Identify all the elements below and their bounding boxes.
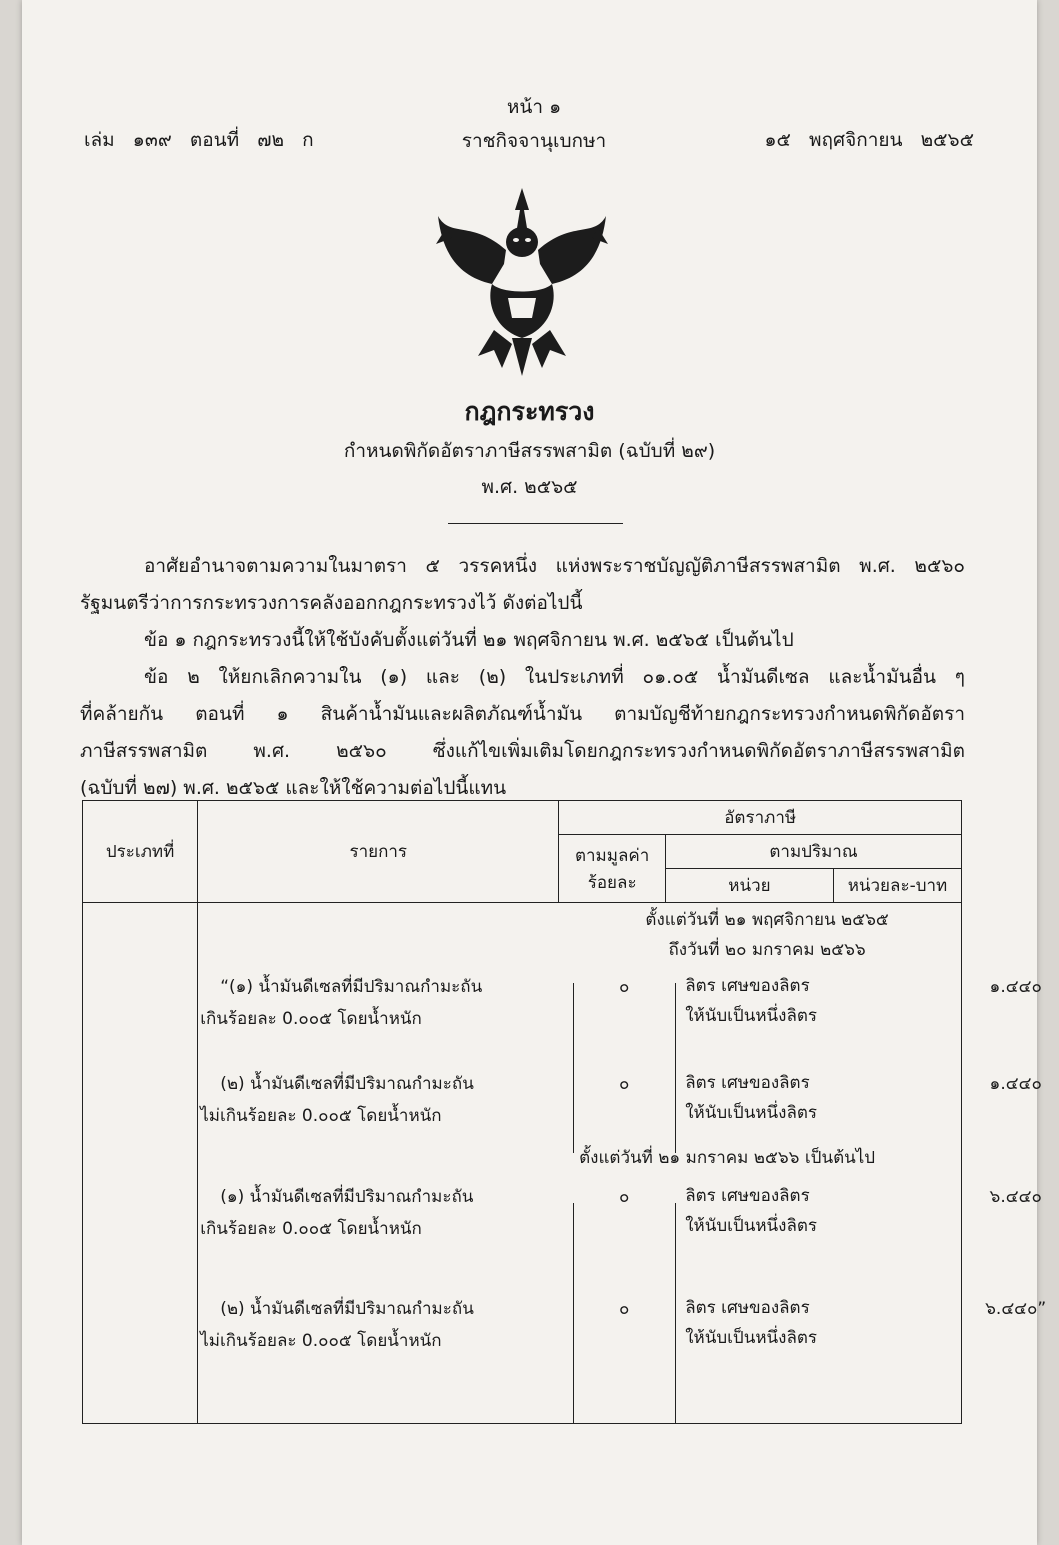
- document-title: กฎกระทรวง: [464, 397, 595, 426]
- row-1-value: ๐: [618, 977, 630, 997]
- table-row: [83, 903, 962, 1424]
- row-2-item-b: ไม่เกินร้อยละ 0.๐๐๕ โดยน้ำหนัก: [200, 1106, 442, 1126]
- body-text: [80, 548, 965, 807]
- header-category: ประเภทที่: [83, 801, 198, 903]
- paragraph-preamble-cont: รัฐมนตรีว่าการกระทรวงการคลังออกกฎกระทรวงไว้ ดังต่อไปนี้: [80, 592, 583, 614]
- row-4-unit-a: ลิตร เศษของลิตร: [685, 1298, 810, 1318]
- row-4-item-b: ไม่เกินร้อยละ 0.๐๐๕ โดยน้ำหนัก: [200, 1331, 442, 1351]
- row-2-unit-a: ลิตร เศษของลิตร: [685, 1073, 810, 1093]
- header-items: รายการ: [198, 801, 559, 903]
- row-1-rate: ๑.๔๔๐: [989, 977, 1042, 997]
- row-2-rate: ๑.๔๔๐: [989, 1074, 1042, 1094]
- period-2-start: ตั้งแต่วันที่ ๒๑ มกราคม ๒๕๖๖ เป็นต้นไป: [579, 1148, 876, 1168]
- row-3-rate: ๖.๔๔๐: [989, 1187, 1042, 1207]
- row-4-item-a: (๒) น้ำมันดีเซลที่มีปริมาณกำมะถัน: [220, 1299, 474, 1319]
- garuda-emblem-icon: [432, 180, 612, 380]
- publication-name: ราชกิจจานุเบกษา: [461, 130, 607, 152]
- row-4-value: ๐: [618, 1299, 630, 1319]
- row-1-unit-b: ให้นับเป็นหนึ่งลิตร: [685, 1006, 818, 1026]
- row-4-rate: ๖.๔๔๐”: [985, 1299, 1047, 1319]
- gazette-header: [84, 90, 974, 160]
- row-3-value: ๐: [618, 1187, 630, 1207]
- document-subtitle: กำหนดพิกัดอัตราภาษีสรรพสามิต (ฉบับที่ ๒๙): [343, 440, 716, 462]
- row-2-value: ๐: [618, 1074, 630, 1094]
- header-unit: หน่วย: [666, 869, 834, 903]
- title-divider: [448, 523, 623, 524]
- row-1-item-a: “(๑) น้ำมันดีเซลที่มีปริมาณกำมะถัน: [220, 977, 483, 997]
- title-block: [22, 392, 1037, 508]
- paragraph-preamble: อาศัยอำนาจตามความในมาตรา ๕ วรรคหนึ่ง แห่งพระราชบัญญัติภาษีสรรพสามิต พ.ศ. ๒๕๖๐: [144, 555, 965, 577]
- document-year: พ.ศ. ๒๕๖๕: [481, 476, 578, 498]
- publication-date: ๑๕ พฤศจิกายน ๒๕๖๕: [764, 129, 974, 151]
- category-cell: [83, 903, 198, 1424]
- clause-2-line3: ภาษีสรรพสามิต พ.ศ. ๒๕๖๐ ซึ่งแก้ไขเพิ่มเติมโดยกฎกระทรวงกำหนดพิกัดอัตราภาษีสรรพสามิต: [80, 740, 965, 762]
- header-center: [394, 90, 674, 158]
- row-1-item-b: เกินร้อยละ 0.๐๐๕ โดยน้ำหนัก: [200, 1009, 422, 1029]
- period-2: [573, 1143, 961, 1173]
- header-per-unit: หน่วยละ-บาท: [833, 869, 961, 903]
- row-1-unit-a: ลิตร เศษของลิตร: [685, 976, 810, 996]
- page-number: หน้า ๑: [506, 96, 562, 118]
- period-1: [573, 905, 961, 965]
- volume-issue: เล่ม ๑๓๙ ตอนที่ ๗๒ ก: [84, 129, 314, 151]
- row-3-unit-b: ให้นับเป็นหนึ่งลิตร: [685, 1216, 818, 1236]
- period-1-end: ถึงวันที่ ๒๐ มกราคม ๒๕๖๖: [668, 940, 866, 960]
- header-tax-rate: อัตราภาษี: [559, 801, 962, 835]
- clause-1: ข้อ ๑ กฎกระทรวงนี้ให้ใช้บังคับตั้งแต่วันที่ ๒๑ พฤศจิกายน พ.ศ. ๒๕๖๕ เป็นต้นไป: [144, 629, 794, 651]
- row-3-item-b: เกินร้อยละ 0.๐๐๕ โดยน้ำหนัก: [200, 1219, 422, 1239]
- row-3-item-a: (๑) น้ำมันดีเซลที่มีปริมาณกำมะถัน: [220, 1187, 474, 1207]
- row-2-unit-b: ให้นับเป็นหนึ่งลิตร: [685, 1103, 818, 1123]
- clause-2-line4: (ฉบับที่ ๒๗) พ.ศ. ๒๕๖๕ และให้ใช้ความต่อไปนี้แทน: [80, 777, 507, 799]
- tax-rate-table: [82, 800, 1047, 1424]
- document-page: [22, 0, 1047, 1545]
- row-2-item-a: (๒) น้ำมันดีเซลที่มีปริมาณกำมะถัน: [220, 1074, 474, 1094]
- period-1-start: ตั้งแต่วันที่ ๒๑ พฤศจิกายน ๒๕๖๕: [645, 910, 889, 930]
- header-by-value-label: ตามมูลค่า: [574, 845, 650, 866]
- row-4-unit-b: ให้นับเป็นหนึ่งลิตร: [685, 1328, 818, 1348]
- content-cell: [198, 903, 1047, 1424]
- header-by-value: [559, 835, 666, 903]
- header-by-value-unit: ร้อยละ: [587, 872, 637, 893]
- clause-2-line2: ที่คล้ายกัน ตอนที่ ๑ สินค้าน้ำมันและผลิตภัณฑ์น้ำมัน ตามบัญชีท้ายกฎกระทรวงกำหนดพิกัดอัตรา: [80, 703, 965, 725]
- clause-2: ข้อ ๒ ให้ยกเลิกความใน (๑) และ (๒) ในประเภทที่ ๐๑.๐๕ น้ำมันดีเซล และน้ำมันอื่น ๆ: [144, 666, 965, 688]
- row-3-unit-a: ลิตร เศษของลิตร: [685, 1186, 810, 1206]
- header-by-quantity: ตามปริมาณ: [666, 835, 962, 869]
